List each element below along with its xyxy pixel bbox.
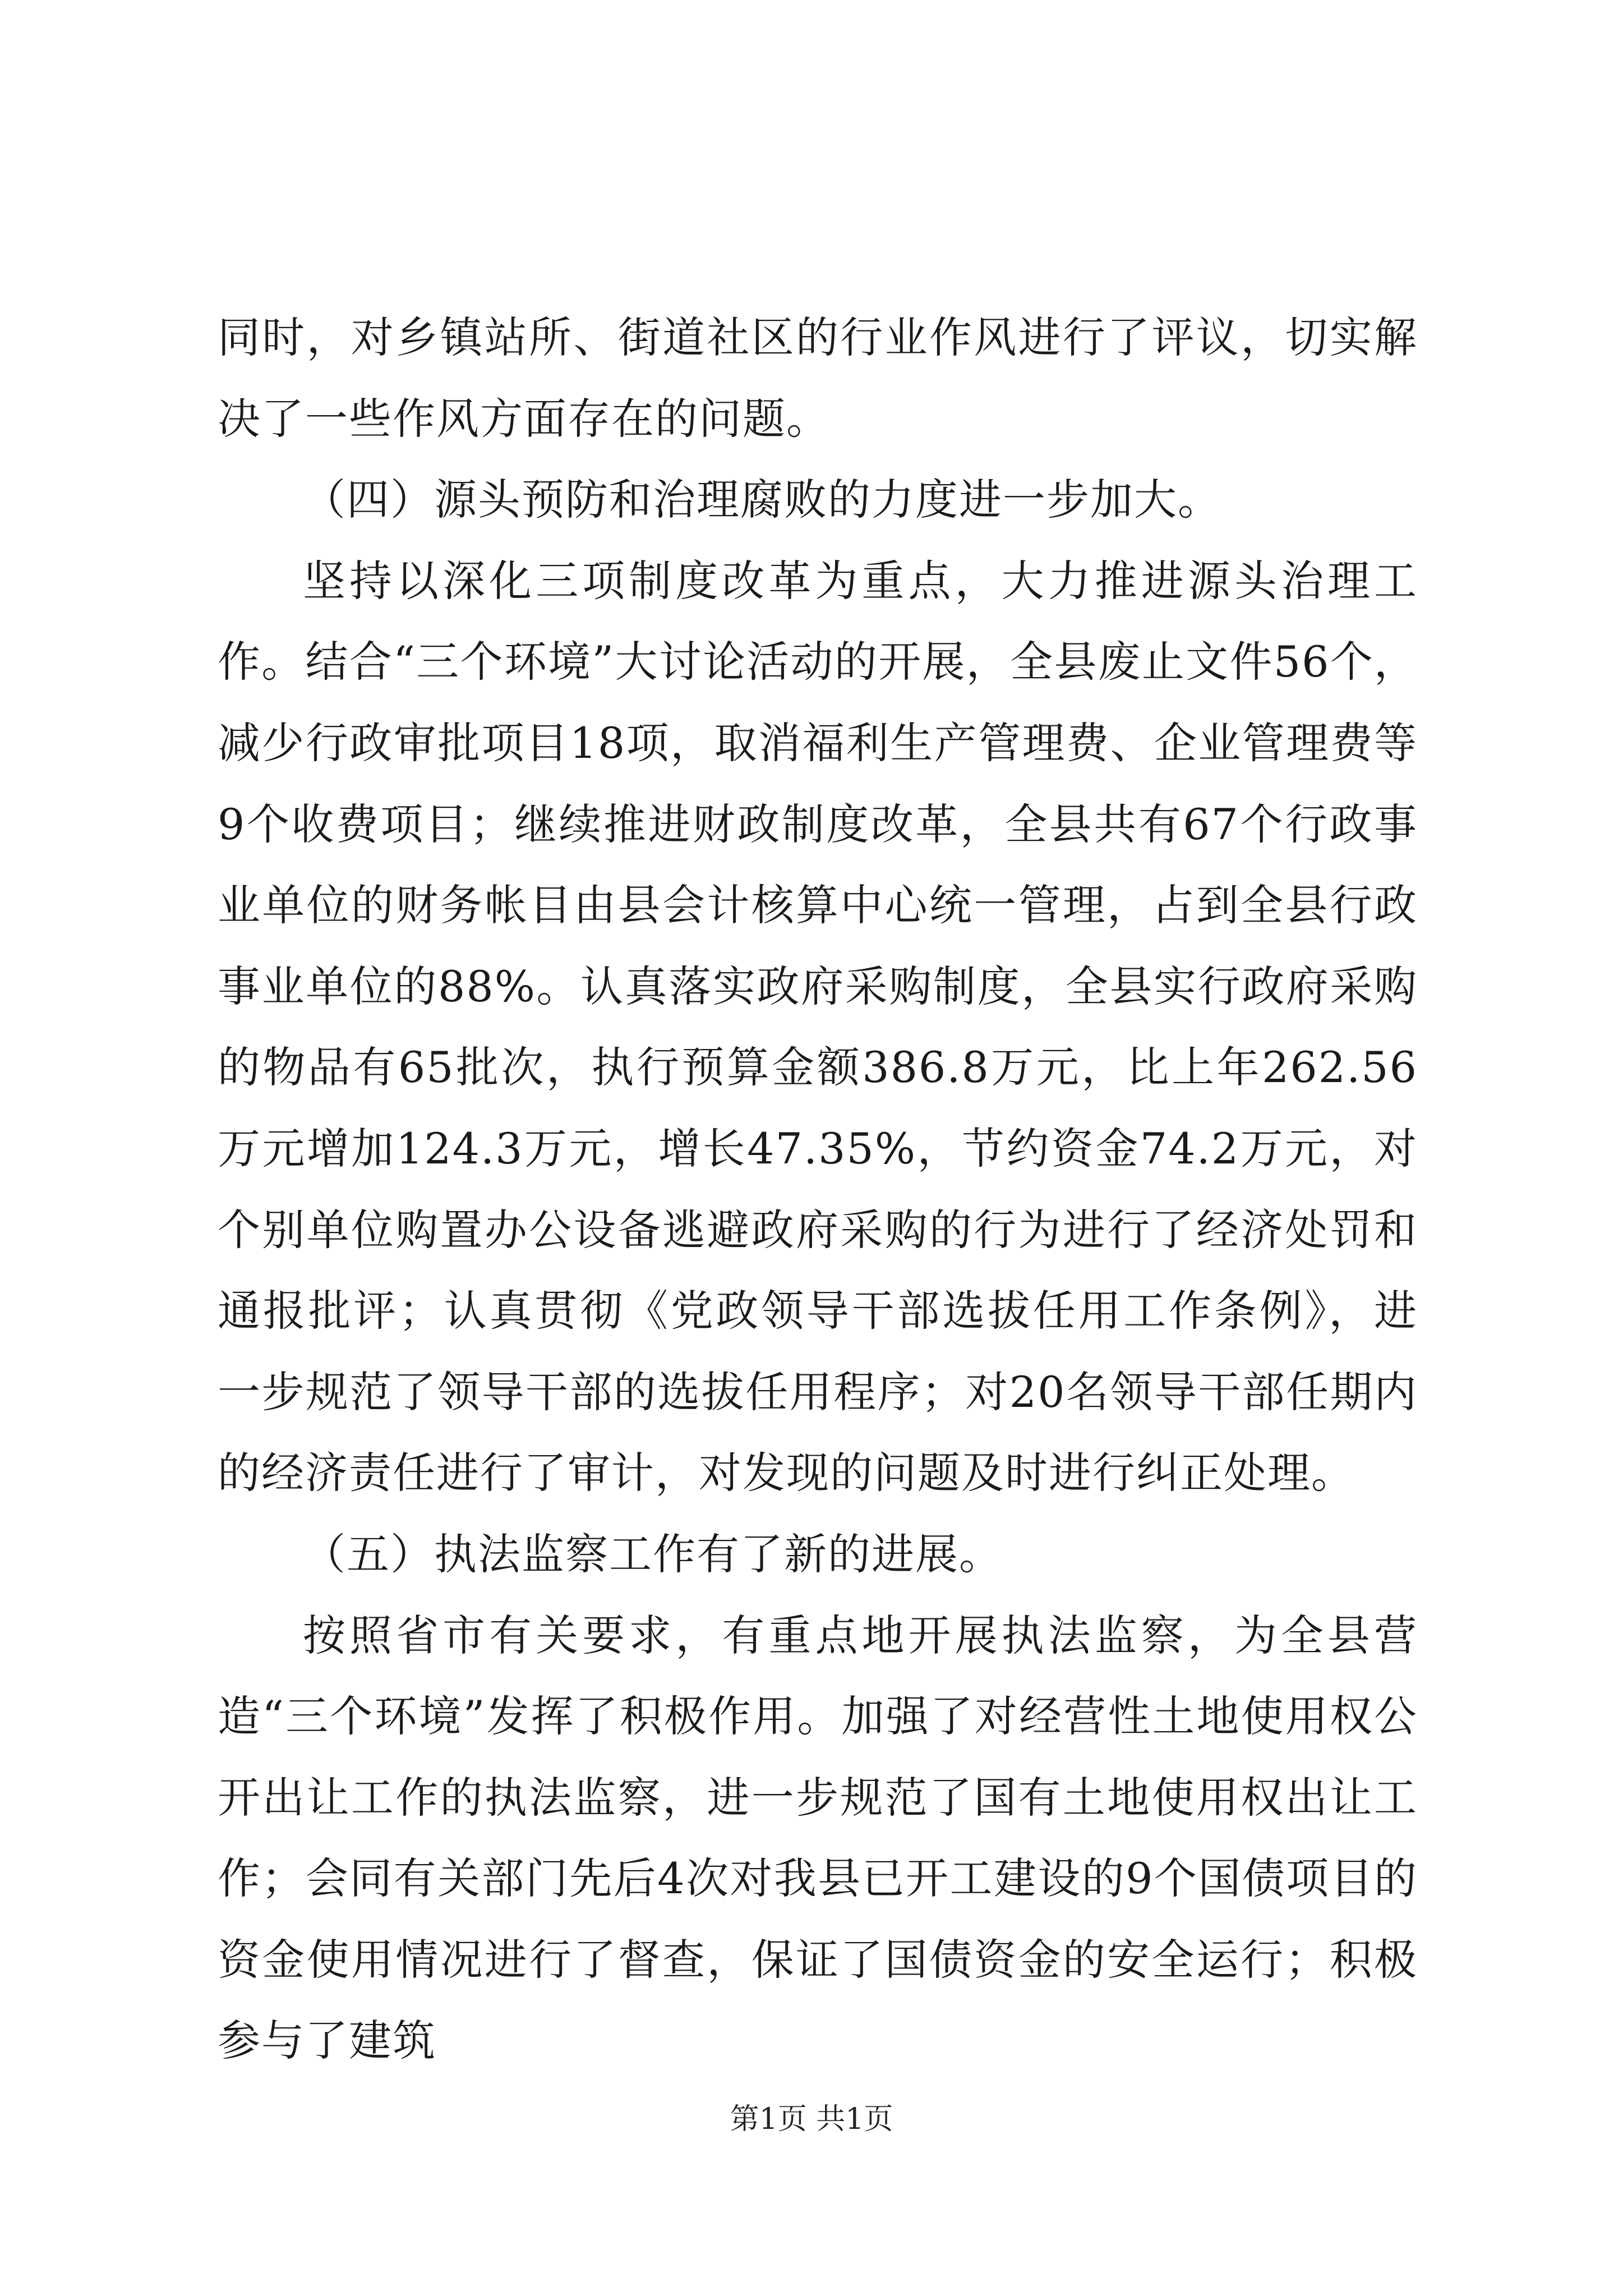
- paragraph-law-enforcement: 按照省市有关要求，有重点地开展执法监察，为全县营造“三个环境”发挥了积极作用。加强了对经营性土地使用权公开出让工作的执法监察，进一步规范了国有土地使用权出让工作；会同有关部门先后4次对我县已开工建设的9个国债项目的资金使用情况进行了督查，保证了国债资金的安全运行；积极参与了建筑: [218, 1610, 1418, 2066]
- document-body: [218, 297, 1418, 2082]
- page-number-footer: 第1页 共1页: [730, 2102, 893, 2136]
- section-heading-4: （四）源头预防和治理腐败的力度进一步加大。: [303, 475, 1221, 525]
- paragraph-source-prevention: 坚持以深化三项制度改革为重点，大力推进源头治理工作。结合“三个环境”大讨论活动的开展，全县废止文件56个，减少行政审批项目18项，取消福利生产管理费、企业管理费等9个收费项目；继续推进财政制度改革，全县共有67个行政事业单位的财务帐目由县会计核算中心统一管理，占到全县行政事业单位的88%。认真落实政府采购制度，全县实行政府采购的物品有65批次，执行预算金额386.8万元，比上年262.56万元增加124.3万元，增长47.35%，节约资金74.2万元，对个别单位购置办公设备逃避政府采购的行为进行了经济处罚和通报批评；认真贯彻《党政领导干部选拔任用工作条例》，进一步规范了领导干部的选拔任用程序；对20名领导干部任期内的经济责任进行了审计，对发现的问题及时进行纠正处理。: [218, 555, 1418, 1498]
- section-heading-5: （五）执法监察工作有了新的进展。: [303, 1529, 1003, 1579]
- paragraph-continuation: 同时，对乡镇站所、街道社区的行业作风进行了评议，切实解决了一些作风方面存在的问题。: [218, 312, 1418, 444]
